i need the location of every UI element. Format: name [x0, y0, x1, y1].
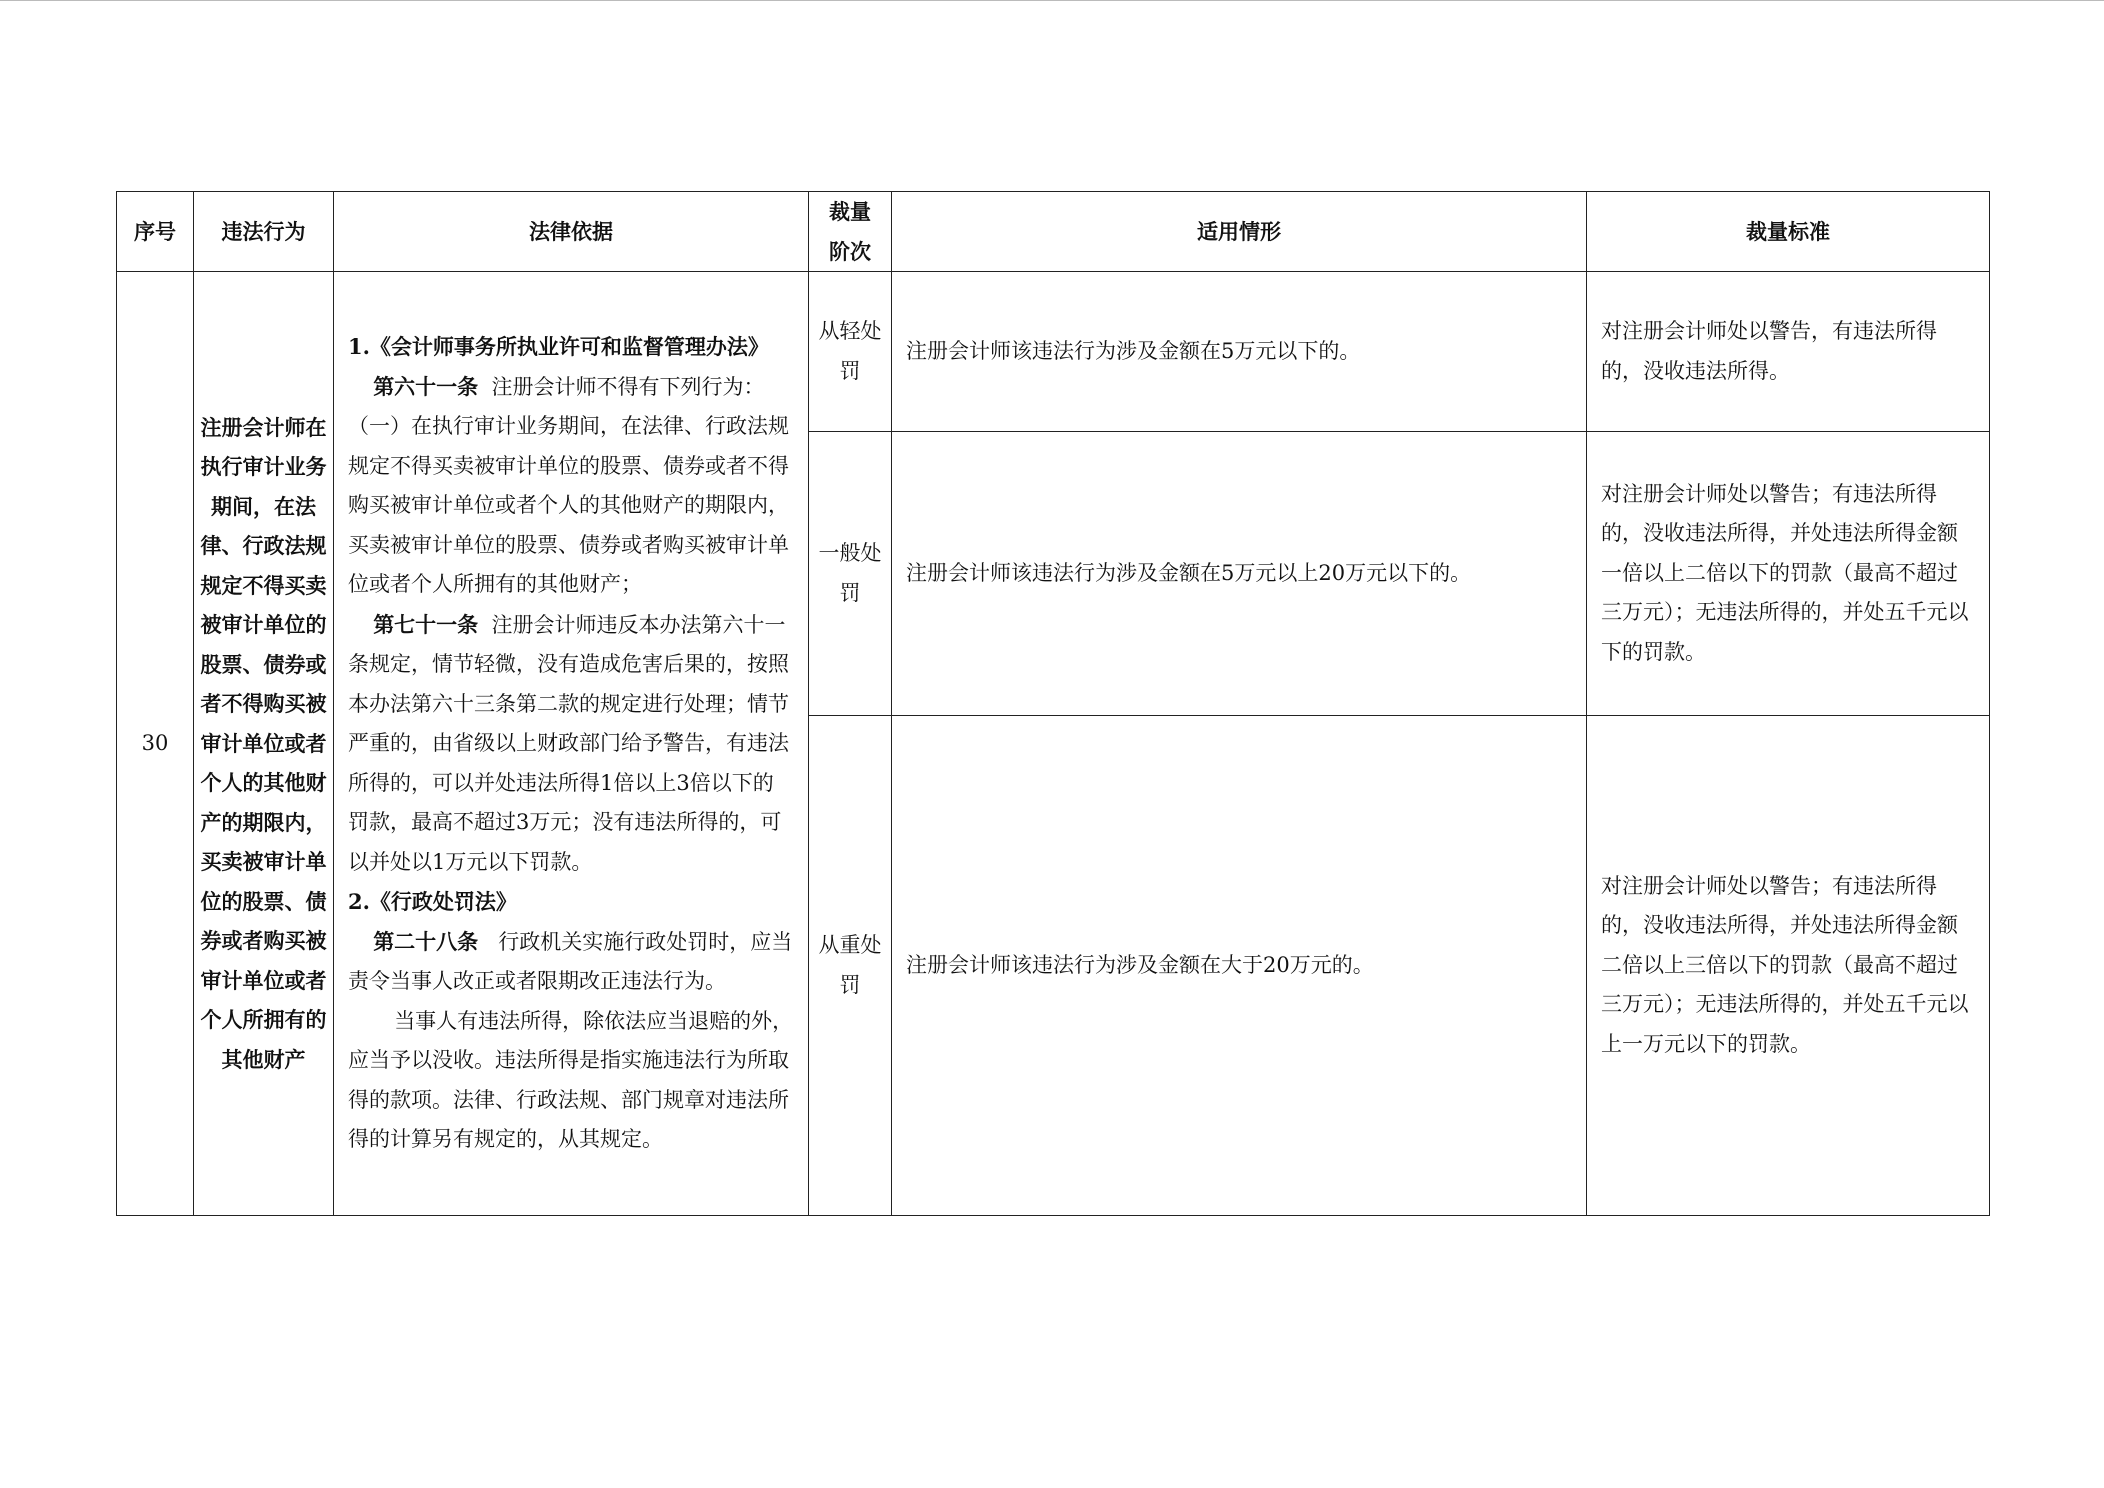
standard-heavy: 对注册会计师处以警告；有违法所得的，没收违法所得，并处违法所得金额二倍以上三倍以下的罚款（最高不超过三万元）；无违法所得的，并处五千元以上一万元以下的罚款。 — [1587, 716, 1990, 1216]
law1-title: 1.《会计师事务所执业许可和监督管理办法》 — [348, 334, 769, 360]
case-general: 注册会计师该违法行为涉及金额在5万元以上20万元以下的。 — [892, 432, 1587, 716]
level-general: 一般处罚 — [809, 432, 892, 716]
article-28-text: 行政机关实施行政处罚时，应当责令当事人改正或者限期改正违法行为。 — [348, 929, 793, 994]
article-61-label: 第六十一条 — [373, 373, 479, 399]
level-light: 从轻处罚 — [809, 272, 892, 432]
header-level: 裁量阶次 — [809, 192, 892, 272]
legal-basis — [334, 272, 809, 1216]
table-row — [117, 272, 1990, 432]
discretion-table — [116, 191, 1990, 1216]
article-28 — [348, 922, 794, 1002]
case-heavy: 注册会计师该违法行为涉及金额在大于20万元的。 — [892, 716, 1587, 1216]
article-61 — [348, 367, 794, 605]
page-top-border — [0, 0, 2104, 1]
violation-act: 注册会计师在执行审计业务期间，在法律、行政法规规定不得买卖被审计单位的股票、债券或者不得购买被审计单位或者个人的其他财产的期限内，买卖被审计单位的股票、债券或者购买被审计单位或者个人所拥有的其他财产 — [194, 272, 334, 1216]
header-basis: 法律依据 — [334, 192, 809, 272]
level-heavy: 从重处罚 — [809, 716, 892, 1216]
article-61-text: 注册会计师不得有下列行为：（一）在执行审计业务期间，在法律、行政法规规定不得买卖被审计单位的股票、债券或者不得购买被审计单位或者个人的其他财产的期限内，买卖被审计单位的股票、债券或者购买被审计单位或者个人所拥有的其他财产； — [348, 374, 789, 597]
article-71-label: 第七十一条 — [373, 611, 479, 637]
standard-light: 对注册会计师处以警告，有违法所得的，没收违法所得。 — [1587, 272, 1990, 432]
standard-general: 对注册会计师处以警告；有违法所得的，没收违法所得，并处违法所得金额一倍以上二倍以下的罚款（最高不超过三万元）；无违法所得的，并处五千元以下的罚款。 — [1587, 432, 1990, 716]
row-number: 30 — [117, 272, 194, 1216]
header-act: 违法行为 — [194, 192, 334, 272]
header-case: 适用情形 — [892, 192, 1587, 272]
article-71-text: 注册会计师违反本办法第六十一条规定，情节轻微，没有造成危害后果的，按照本办法第六十三条第二款的规定进行处理；情节严重的，由省级以上财政部门给予警告，有违法所得的，可以并处违法所得1倍以上3倍以下的罚款，最高不超过3万元；没有违法所得的，可以并处以1万元以下罚款。 — [348, 612, 789, 874]
article-28-label: 第二十八条 — [373, 928, 479, 954]
law2-title: 2.《行政处罚法》 — [348, 889, 517, 915]
table-header-row — [117, 192, 1990, 272]
case-light: 注册会计师该违法行为涉及金额在5万元以下的。 — [892, 272, 1587, 432]
article-28-paragraph-2: 当事人有违法所得，除依法应当退赔的外，应当予以没收。违法所得是指实施违法行为所取得的款项。法律、行政法规、部门规章对违法所得的计算另有规定的，从其规定。 — [348, 1008, 794, 1152]
header-standard: 裁量标准 — [1587, 192, 1990, 272]
header-num: 序号 — [117, 192, 194, 272]
article-71 — [348, 605, 794, 883]
